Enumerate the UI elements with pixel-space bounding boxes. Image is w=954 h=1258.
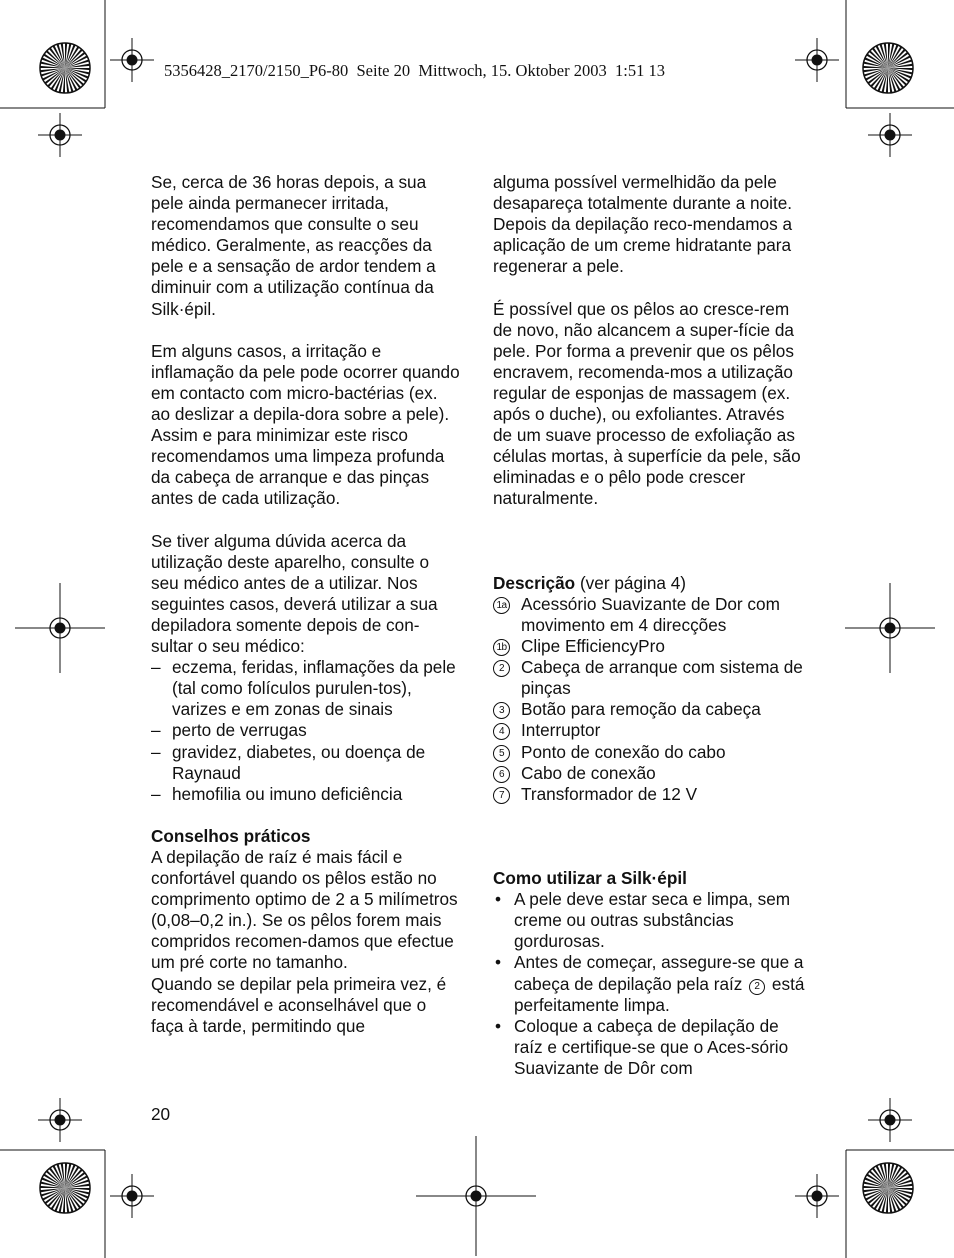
paragraph: A depilação de raíz é mais fácil e confortável quando os pêlos estão no comprimento optimo de 2 a 5 milímetros (0,08–0,2 in.). Se os pêlos forem mais compridos recomen-damos que efectue um pré corte no tamanho. bbox=[151, 847, 458, 973]
crosshair-mark bbox=[868, 113, 912, 157]
left-column bbox=[151, 172, 461, 1037]
part-number-badge: 2 bbox=[493, 660, 510, 677]
list-item: • Antes de começar, assegure-se que a cabeça de depilação pela raíz 2 está perfeitamente limpa. bbox=[495, 952, 805, 1015]
crosshair-mark bbox=[15, 583, 105, 673]
paragraph: Se, cerca de 36 horas depois, a sua pele ainda permanecer irritada, recomendamos que consulte o seu médico. Geralmente, as reacções da pele e a sensação de ardor tendem a diminuir com a utilização contínua da Silk·épil. bbox=[151, 172, 436, 319]
section-heading: Como utilizar a Silk·épil bbox=[493, 868, 687, 889]
paragraph: alguma possível vermelhidão da pele desapareça totalmente durante a noite. Depois da depilação reco-mendamos a aplicação de um creme hidratante para regenerar a pele. bbox=[493, 172, 793, 277]
crosshair-mark bbox=[845, 583, 935, 673]
crosshair-mark bbox=[795, 38, 839, 82]
list-item: – gravidez, diabetes, ou doença de Raynaud bbox=[151, 741, 426, 783]
description-item: 7 Transformador de 12 V bbox=[493, 784, 808, 805]
part-number-badge: 4 bbox=[493, 723, 510, 740]
starburst-mark bbox=[40, 43, 90, 93]
part-number-badge: 6 bbox=[493, 766, 510, 783]
section-heading: Conselhos práticos bbox=[151, 825, 311, 846]
list-item: • Coloque a cabeça de depilação de raíz e certifique-se que o Aces-sório Suavizante de Dôr com bbox=[495, 1015, 789, 1078]
description-item: 1a Acessório Suavizante de Dor com movimento em 4 direcções bbox=[493, 594, 808, 636]
list-item: • A pele deve estar seca e limpa, sem creme ou outras substâncias gordurosas. bbox=[495, 889, 791, 952]
paragraph: Quando se depilar pela primeira vez, é recomendável e aconselhável que o faça à tarde, permitindo que bbox=[151, 973, 447, 1036]
starburst-mark bbox=[863, 43, 913, 93]
crosshair-mark bbox=[38, 1098, 82, 1142]
part-number-badge: 5 bbox=[493, 745, 510, 762]
crosshair-mark bbox=[110, 38, 154, 82]
crosshair-mark bbox=[110, 1174, 154, 1218]
crosshair-mark bbox=[416, 1136, 536, 1256]
paragraph: Em alguns casos, a irritação e inflamação da pele pode ocorrer quando em contacto com micro-bactérias (ex. ao deslizar a depila-dora sobre a pele). Assim e para minimizar este risco recomendamos uma limpeza profunda da cabeça de arranque e das pinças antes de cada utilização. bbox=[151, 340, 460, 509]
right-column bbox=[493, 172, 808, 1079]
description-list bbox=[493, 594, 808, 805]
list-item: – hemofilia ou imuno deficiência bbox=[151, 783, 403, 804]
part-number-badge: 1a bbox=[493, 597, 510, 614]
crosshair-mark bbox=[868, 1098, 912, 1142]
list-item: – perto de verrugas bbox=[151, 720, 307, 741]
description-item: 2 Cabeça de arranque com sistema de pinças bbox=[493, 657, 808, 699]
part-number-badge: 3 bbox=[493, 702, 510, 719]
print-header: 5356428_2170/2150_P6-80 Seite 20 Mittwoch, 15. Oktober 2003 1:51 13 bbox=[164, 61, 665, 80]
description-item: 6 Cabo de conexão bbox=[493, 763, 808, 784]
page-number: 20 bbox=[151, 1104, 171, 1124]
description-item: 1b Clipe EfficiencyPro bbox=[493, 636, 808, 657]
starburst-mark bbox=[40, 1163, 90, 1213]
description-item: 4 Interruptor bbox=[493, 720, 808, 741]
section-heading: Descrição (ver página 4) bbox=[493, 572, 686, 593]
description-item: 3 Botão para remoção da cabeça bbox=[493, 699, 808, 720]
paragraph: É possível que os pêlos ao cresce-rem de novo, não alcancem a super-fície da pele. Por forma a prevenir que os pêlos encravem, recomenda-mos a utilização regular de esponjas de massagem (ex. após o duche), ou exfoliantes. Através de um suave processo de exfoliação as células mortas, à superfície da pele, são eliminadas e o pêlo pode crescer naturalmente. bbox=[493, 298, 801, 509]
description-item: 5 Ponto de conexão do cabo bbox=[493, 742, 808, 763]
part-number-badge: 1b bbox=[493, 639, 510, 656]
crosshair-mark bbox=[795, 1174, 839, 1218]
list-item: – eczema, feridas, inflamações da pele (tal como folículos purulen-tos), varizes e em zonas de sinais bbox=[151, 657, 456, 720]
part-number-badge: 2 bbox=[749, 979, 765, 995]
part-number-badge: 7 bbox=[493, 787, 510, 804]
crosshair-mark bbox=[38, 113, 82, 157]
paragraph: Se tiver alguma dúvida acerca da utilização deste aparelho, consulte o seu médico antes de a utilizar. Nos seguintes casos, deverá utilizar a sua depiladora somente depois de con-sultar o seu médico: bbox=[151, 530, 438, 657]
starburst-mark bbox=[863, 1163, 913, 1213]
